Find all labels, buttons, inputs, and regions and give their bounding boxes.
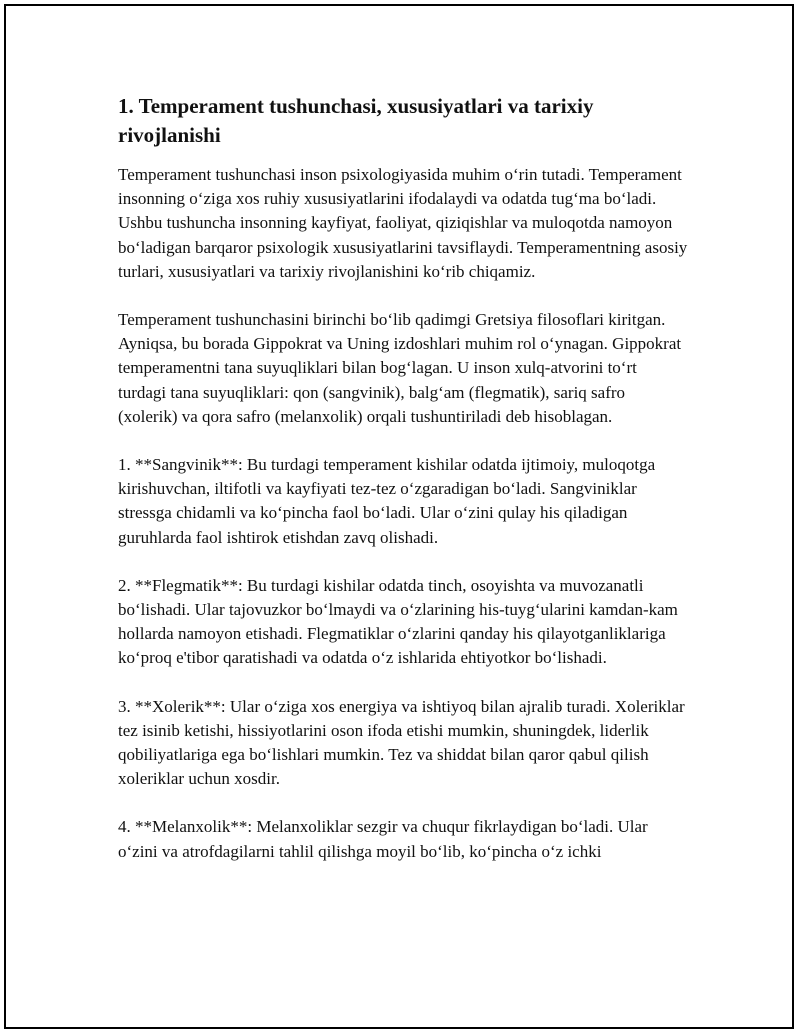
paragraph-melanxolik: 4. **Melanxolik**: Melanxoliklar sezgir va chuqur fikrlaydigan boʻladi. Ular oʻzini va atrofdagilarni tahlil qilishga moyil boʻlib, koʻpincha oʻz ichki [118,817,648,861]
document-body [118,92,688,888]
paragraph-xolerik: 3. **Xolerik**: Ular oʻziga xos energiya va ishtiyoq bilan ajralib turadi. Xoleriklar tez isinib ketishi, hissiyotlarini oson ifoda etishi mumkin, shuningdek, liderlik qobiliyatlariga ega boʻlishlari mumkin. Tez va shiddat bilan qaror qabul qilish xoleriklar uchun xosdir. [118,696,685,789]
paragraph-sangvinik: 1. **Sangvinik**: Bu turdagi temperament kishilar odatda ijtimoiy, muloqotga kirishuvchan, iltifotli va kayfiyati tez-tez oʻzgaradigan boʻladi. Sangviniklar stressga chidamli va koʻpincha faol boʻladi. Ular oʻzini qulay his qiladigan guruhlarda faol ishtirok etishdan zavq olishadi. [118,455,656,547]
section-heading: 1. Temperament tushunchasi, xususiyatlari va tarixiy rivojlanishi [118,94,594,147]
paragraph-intro: Temperament tushunchasi inson psixologiyasida muhim oʻrin tutadi. Temperament insonning oʻziga xos ruhiy xususiyatlarini ifodalaydi va odatda tugʻma boʻladi. Ushbu tushuncha insonning kayfiyat, faoliyat, qiziqishlar va muloqotda namoyon boʻladigan barqaror psixologik xususiyatlarini tavsiflaydi. Temperamentning asosiy turlari, xususiyatlari va tarixiy rivojlanishini koʻrib chiqamiz. [118,165,688,281]
paragraph-flegmatik: 2. **Flegmatik**: Bu turdagi kishilar odatda tinch, osoyishta va muvozanatli boʻlishadi. Ular tajovuzkor boʻlmaydi va oʻzlarining his-tuygʻularini kamdan-kam hollarda namoyon etishadi. Flegmatiklar oʻzlarini qanday his qilayotganliklariga koʻproq e'tibor qaratishadi va odatda oʻz ishlarida ehtiyotkor boʻlishadi. [118,575,678,668]
paragraph-history: Temperament tushunchasini birinchi boʻlib qadimgi Gretsiya filosoflari kiritgan. Ayniqsa, bu borada Gippokrat va Uning izdoshlari muhim rol oʻynagan. Gippokrat temperamentni tana suyuqliklari bilan bogʻlagan. U inson xulq-atvorini toʻrt turdagi tana suyuqliklari: qon (sangvinik), balgʻam (flegmatik), sariq safro (xolerik) va qora safro (melanxolik) orqali tushuntiriladi deb hisoblagan. [118,310,682,426]
